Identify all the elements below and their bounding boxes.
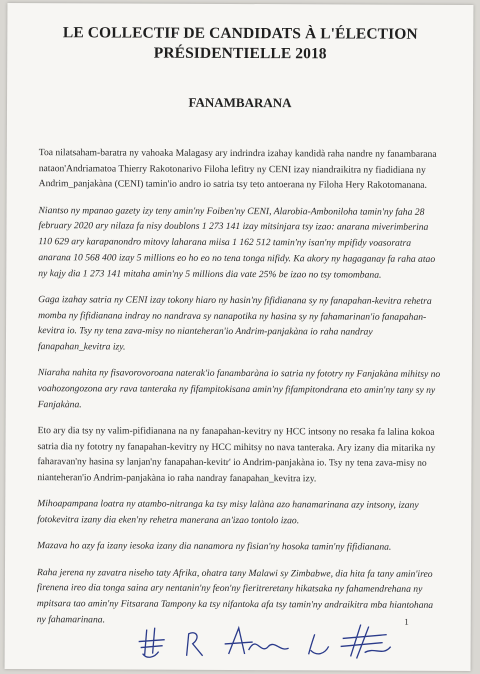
document-page	[5, 3, 474, 671]
section-heading: FANAMBARANA	[188, 94, 292, 111]
signature-1	[139, 628, 165, 658]
document-title	[21, 23, 459, 65]
signature-5	[341, 624, 391, 658]
signature-2	[187, 633, 203, 656]
signature-3	[225, 628, 289, 654]
paragraph-3: Gaga izahay satria ny CENI izay tokony hiaro ny hasin'ny fifidianana sy ny fanapahan-kevitra rehetra momba ny fifidianana indray no nandrava sy nanapotika ny hasina sy ny fahamarinan'io fanapahan-kevitra io. Tsy ny tena zava-misy no nianteheran'io Andrim-panjakàna io raha nandray fanapahan_kevitra izy.	[37, 293, 432, 353]
paragraph-2: Niantso ny mpanao gazety izy teny amin'ny Foiben'ny CENI, Alarobia-Amboniloha tamin'ny faha 28 february 2020 ary nilaza fa nisy doublons 1 273 141 izay mitsinjara tsy izao: anarana miverimberina 110 629 ary karapanondro mitovy laharana miisa 1 162 512 tamin'ny isan'ny mpifidy voasoratra anarana 10 568 400 izay 5 millions eo ho eo no tena tonga nifidy. Ka akory ny hagaganay fa raha atao ny kajy dia 1 273 141 mitaha amin'ny 5 millions dia vate 25% be izao no tsy tomombana.	[38, 204, 436, 281]
paragraph-7: Mazava ho azy fa izany iesoka izany dia nanamora ny fisian'ny hosoka tamin'ny fifidianana.	[37, 540, 392, 553]
paragraph-1: Toa nilatsaham-baratra ny vahoaka Malagasy ary indrindra izahay kandidà raha nandre ny fanambarana nataon'Andriamatoa Thierry Rakotonarivo Filoha lefitry ny CENI izay niandraikitra ny fiadidiana ny Andrim_panjakàna (CENI) tamin'io andro io satria tsy teto antoerana ny Filoha Hery Rakotomanana.	[38, 147, 437, 192]
signature-4	[309, 634, 329, 654]
paragraph-4: Niaraha nahita ny fisavorovoroana naterak'io fanambaràna io satria ny fototry ny Fanjakàna mihitsy no voahozongozona ary rava tanteraka ny fifampitokisana amin'ny fifampitondrana eto amin'ny tany sy ny Fanjakàna.	[37, 367, 441, 410]
paragraph-8: Raha jerena ny zavatra niseho taty Afrika, ohatra tany Malawi sy Zimbabwe, dia hita fa tany amin'ireo firenena ireo dia tonga saina ary nentanin'ny feon'ny fieritreretany hikatsaka ny fahamendrehana ny mpitsara tao amin'ny Fitsarana Tampony ka tsy nifantoka afa tsy tamin'ny andraikitra mba hiantohana ny fahamarinana.	[36, 566, 434, 626]
body-text	[37, 145, 443, 640]
title-line-1: LE COLLECTIF DE CANDIDATS À L'ÉLECTION	[62, 24, 418, 43]
paragraph-5: Eto ary dia tsy ny valim-pifidianana na ny fanapahan-kevitry ny HCC intsony no resaka fa lalina kokoa satria dia ny fototry ny fanapahan-kevitry ny HCC mihitsy no nava tanteraka. Ary izany dia mitarika ny faharavan'ny hasina sy lanjan'ny fanapahan-kevitr' io Andrim-panjakàna io. Tsy ny tena zava-misy no nianteheran'io Andrim-panjakàna io raha nandray fanapahan_kevitra izy.	[37, 425, 436, 485]
paragraph-6: Mihoapampana loatra ny atambo-nitranga ka tsy misy lalàna azo hanamarinana azy intsony, izany fotokevitra izany dia eken'ny rehetra manerana an'izao tontolo izao.	[37, 498, 419, 527]
title-line-2: PRÉSIDENTIELLE 2018	[153, 44, 327, 63]
signatures	[125, 616, 405, 667]
page-number: 1	[404, 616, 409, 627]
